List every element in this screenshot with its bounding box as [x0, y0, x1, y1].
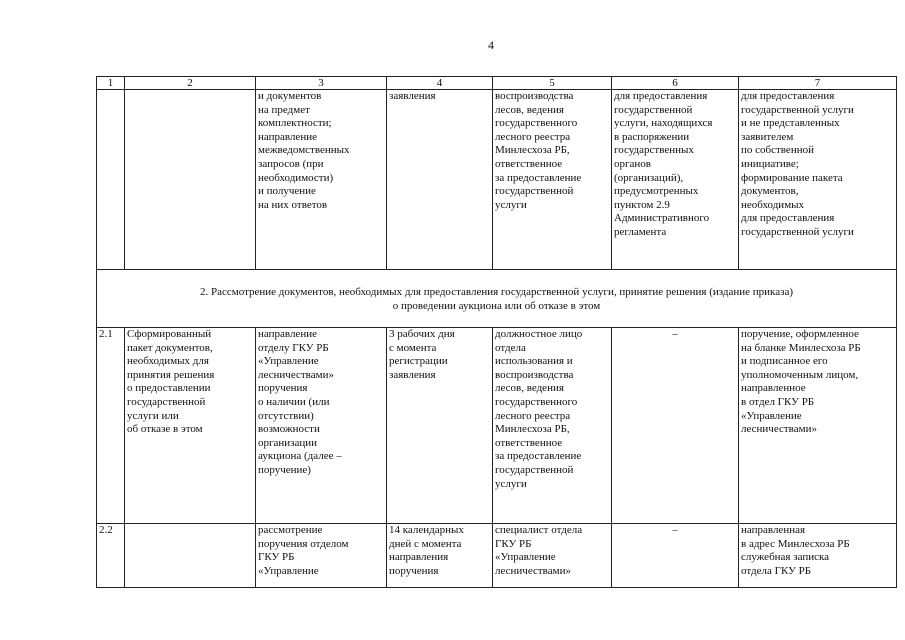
responsible-cell: должностное лицо отдела использования и воспроизводства лесов, ведения государственного лесного реестра Минлесхоза РБ, ответственное за предоставление государственной услуги [493, 328, 612, 524]
responsible-cell: специалист отдела ГКУ РБ «Управление лесничествами» [493, 524, 612, 588]
column-header: 4 [387, 77, 493, 90]
deadline-cell: заявления [387, 90, 493, 270]
column-header: 5 [493, 77, 612, 90]
procedure-table [96, 76, 897, 588]
action-cell: направление отделу ГКУ РБ «Управление лесничествами» поручения о наличии (или отсутствии) возможности организации аукциона (далее – поручение) [256, 328, 387, 524]
column-header: 2 [125, 77, 256, 90]
action-cell: и документов на предмет комплектности; направление межведомственных запросов (при необходимости) и получение на них ответов [256, 90, 387, 270]
column-header: 1 [97, 77, 125, 90]
column-header: 7 [739, 77, 897, 90]
table-row [97, 524, 897, 588]
section-title-line-2: о проведении аукциона или об отказе в этом [392, 299, 601, 312]
row-number-cell: 2.1 [97, 328, 125, 524]
column-header: 6 [612, 77, 739, 90]
deadline-cell: 3 рабочих дня с момента регистрации заявления [387, 328, 493, 524]
responsible-cell: воспроизводства лесов, ведения государственного лесного реестра Минлесхоза РБ, ответственное за предоставление государственной услуги [493, 90, 612, 270]
result-cell: Сформированный пакет документов, необходимых для принятия решения о предоставлении государственной услуги или об отказе в этом [125, 328, 256, 524]
result-cell [125, 90, 256, 270]
conditions-cell: – [612, 524, 739, 588]
outcome-cell: поручение, оформленное на бланке Минлесхоза РБ и подписанное его уполномоченным лицом, направленное в отдел ГКУ РБ «Управление лесничествами» [739, 328, 897, 524]
outcome-cell: направленная в адрес Минлесхоза РБ служебная записка отдела ГКУ РБ [739, 524, 897, 588]
action-cell: рассмотрение поручения отделом ГКУ РБ «Управление [256, 524, 387, 588]
section-title-line-1: 2. Рассмотрение документов, необходимых для предоставления государственной услуги, принятие решения (издание приказа) [199, 285, 794, 298]
table-header-row [97, 77, 897, 90]
row-number-cell [97, 90, 125, 270]
result-cell [125, 524, 256, 588]
row-number-cell: 2.2 [97, 524, 125, 588]
page-number: 4 [488, 38, 494, 52]
column-header: 3 [256, 77, 387, 90]
table-row [97, 90, 897, 270]
deadline-cell: 14 календарных дней с момента направления поручения [387, 524, 493, 588]
section-title-cell [97, 270, 897, 328]
conditions-cell: – [612, 328, 739, 524]
conditions-cell: для предоставления государственной услуги, находящихся в распоряжении государственных органов (организаций), предусмотренных пунктом 2.9 Административного регламента [612, 90, 739, 270]
section-row [97, 270, 897, 328]
outcome-cell: для предоставления государственной услуги и не представленных заявителем по собственной инициативе; формирование пакета документов, необходимых для предоставления государственной услуги [739, 90, 897, 270]
table-row [97, 328, 897, 524]
